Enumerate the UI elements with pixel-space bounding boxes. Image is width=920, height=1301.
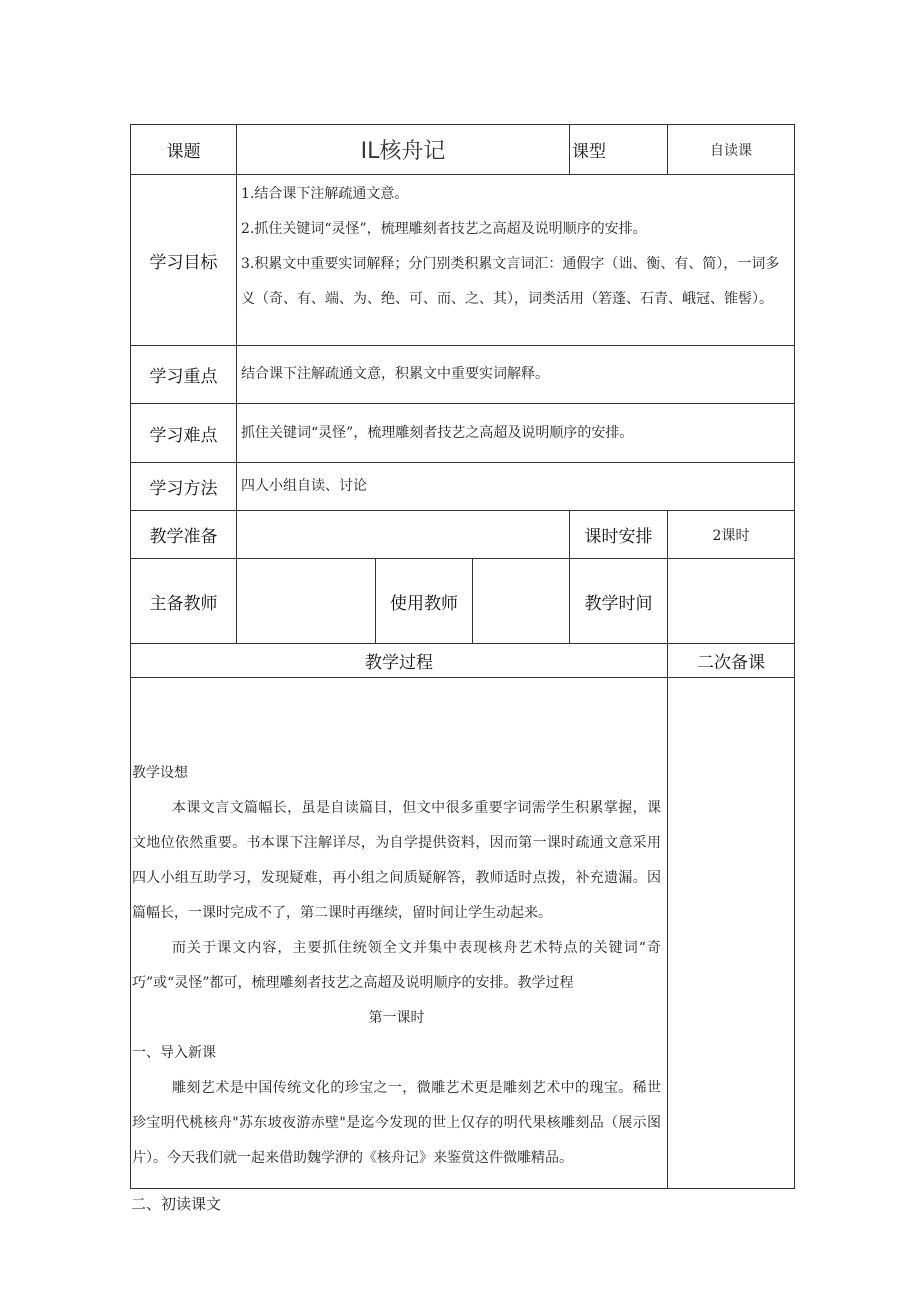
difficulties-value: 抓住关键词“灵怪”，梳理雕刻者技艺之高超及说明顺序的安排。 — [237, 404, 795, 463]
lesson-title: IL核舟记 — [237, 125, 570, 175]
objective-1: 1.结合课下注解疏通文意。 — [241, 186, 409, 202]
teaching-time-label: 教学时间 — [570, 559, 668, 644]
lesson-title-first: 第一课时 — [368, 1010, 425, 1026]
type-label: 课型 — [570, 125, 668, 175]
objective-2: 2.抓住关键词“灵怪”，梳理雕刻者技艺之高超及说明顺序的安排。 — [241, 221, 647, 237]
preparation-value — [237, 511, 570, 559]
objectives-content — [237, 175, 795, 346]
user-teacher-label: 使用教师 — [376, 559, 473, 644]
main-teacher-label: 主备教师 — [131, 559, 237, 644]
method-value: 四人小组自读、讨论 — [237, 463, 795, 511]
schedule-label: 课时安排 — [570, 511, 668, 559]
user-teacher-value — [473, 559, 570, 644]
title-row — [131, 125, 795, 175]
schedule-value: 2课时 — [668, 511, 795, 559]
lesson-plan-table — [130, 124, 795, 1189]
objectives-label: 学习目标 — [131, 175, 237, 346]
key-points-value: 结合课下注解疏通文意，积累文中重要实词解释。 — [237, 346, 795, 404]
intro-paragraph: 雕刻艺术是中国传统文化的珍宝之一，微雕艺术更是雕刻艺术中的瑰宝。稀世珍宝明代桃核舟"苏东坡夜游赤壁"是迄今发现的世上仅存的明代果核雕刻品（展示图片）。今天我们就一起来借助魏学洢的《核舟记》来鉴赏这件微雕精品。 — [132, 1080, 662, 1166]
objectives-row — [131, 175, 795, 346]
difficulties-label: 学习难点 — [131, 404, 237, 463]
design-paragraph-1: 本课文言文篇幅长，虽是自读篇目，但文中很多重要字词需学生积累掌握，课文地位依然重要。书本课下注解详尽，为自学提供资料，因而第一课时疏通文意采用四人小组互助学习，发现疑难，再小组之间质疑解答，教师适时点拨，补充遗漏。因篇幅长，一课时完成不了，第二课时再继续，留时间让学生动起来。 — [132, 800, 662, 921]
method-label: 学习方法 — [131, 463, 237, 511]
process-header: 教学过程 — [131, 644, 668, 678]
teachers-row — [131, 559, 795, 644]
key-points-label: 学习重点 — [131, 346, 237, 404]
teaching-time-value — [668, 559, 795, 644]
process-header-row — [131, 644, 795, 678]
process-content — [131, 678, 668, 1189]
title-label: 课题 — [131, 125, 237, 175]
design-paragraph-2: 而关于课文内容，主要抓住统领全文并集中表现核舟艺术特点的关键词“奇巧”或“灵怪”都可，梳理雕刻者技艺之高超及说明顺序的安排。教学过程 — [132, 940, 662, 991]
process-row — [131, 678, 795, 1189]
second-prep-notes — [668, 678, 795, 1189]
objective-3: 3.积累文中重要实词解释；分门别类积累文言词汇：通假字（诎、衡、有、简），一词多义（奇、有、端、为、绝、可、而、之、其），词类活用（箬蓬、石青、峨冠、锥髻）。 — [241, 256, 780, 307]
type-value: 自读课 — [668, 125, 795, 175]
design-title: 教学设想 — [132, 765, 188, 781]
key-points-row — [131, 346, 795, 404]
preparation-label: 教学准备 — [131, 511, 237, 559]
section-2-title: 二、初读课文 — [131, 1195, 222, 1213]
second-prep-header: 二次备课 — [668, 644, 795, 678]
section-1-title: 一、导入新课 — [132, 1045, 216, 1061]
main-teacher-value — [237, 559, 376, 644]
method-row — [131, 463, 795, 511]
preparation-row — [131, 511, 795, 559]
difficulties-row — [131, 404, 795, 463]
